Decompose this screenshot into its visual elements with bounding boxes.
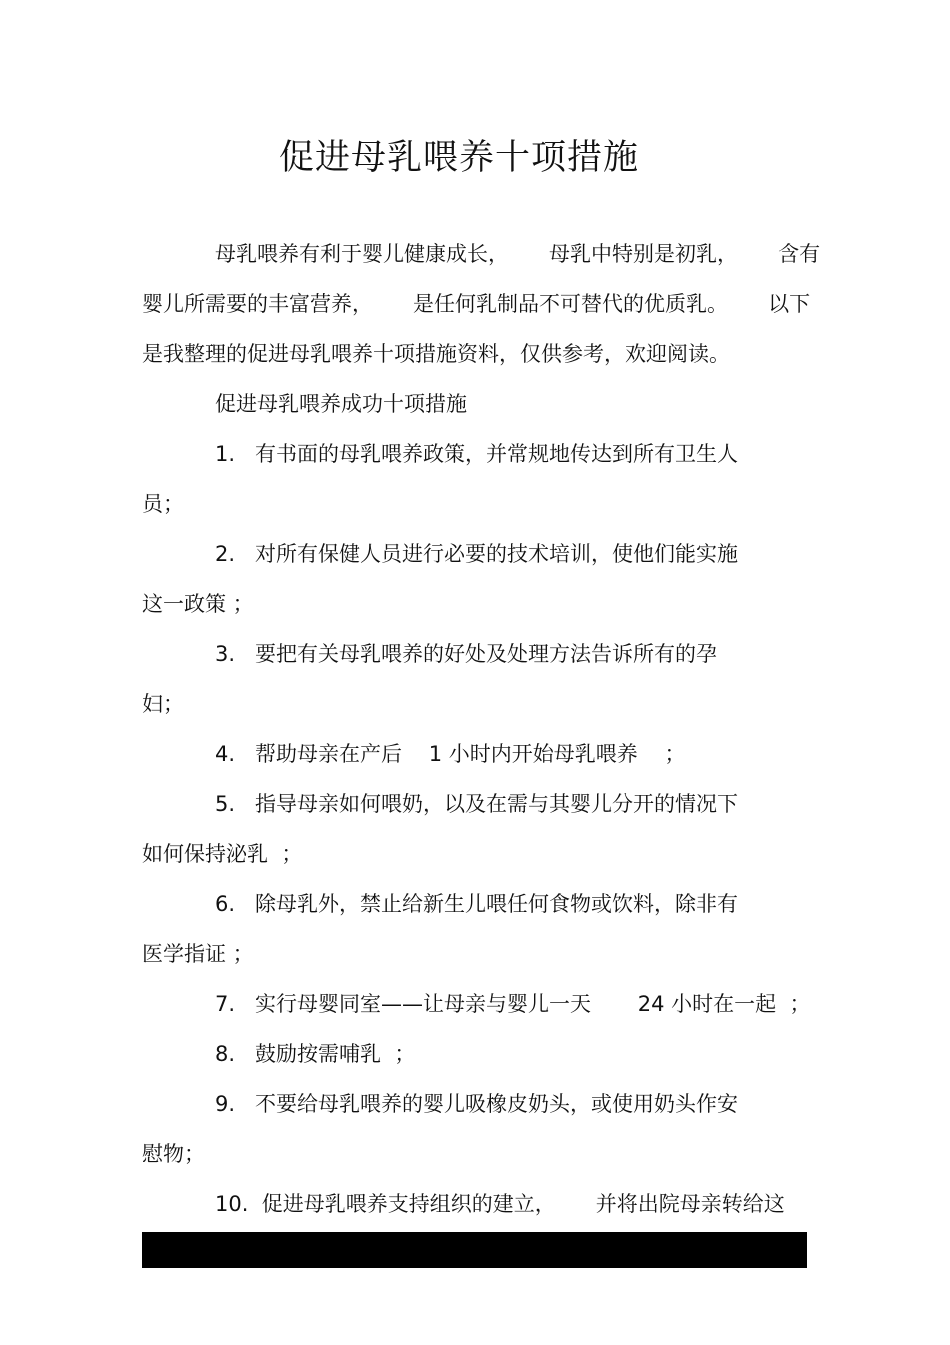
measure-9-line-1: 9. 不要给母乳喂养的婴儿吸橡皮奶头，或使用奶头作安 xyxy=(215,1092,739,1116)
measure-6-line-2: 医学指证 ； xyxy=(142,942,254,966)
measure-3-line-1: 3. 要把有关母乳喂养的好处及处理方法告诉所有的孕 xyxy=(215,642,718,666)
measure-1-line-1: 1. 有书面的母乳喂养政策，并常规地传达到所有卫生人 xyxy=(215,442,739,466)
measure-8-line-1: 8. 鼓励按需哺乳 ； xyxy=(215,1042,416,1066)
footer-redaction-bar xyxy=(142,1232,807,1268)
document-title: 促进母乳喂养十项措施 xyxy=(278,138,639,178)
measure-3-line-2: 妇； xyxy=(142,692,184,716)
measure-6-line-1: 6. 除母乳外，禁止给新生儿喂任何食物或饮料，除非有 xyxy=(215,892,739,916)
measure-2-line-1: 2. 对所有保健人员进行必要的技术培训，使他们能实施 xyxy=(215,542,739,566)
intro-line-1: 母乳喂养有利于婴儿健康成长， 母乳中特别是初乳， 含有 xyxy=(215,242,821,266)
measure-10-line-1: 10. 促进母乳喂养支持组织的建立， 并将出院母亲转给这 xyxy=(215,1192,785,1216)
measure-5-line-1: 5. 指导母亲如何喂奶，以及在需与其婴儿分开的情况下 xyxy=(215,792,739,816)
measure-4-line-1: 4. 帮助母亲在产后 1 小时内开始母乳喂养 ； xyxy=(215,742,686,766)
section-heading: 促进母乳喂养成功十项措施 xyxy=(215,392,467,416)
measure-1-line-2: 员； xyxy=(142,492,184,516)
measure-5-line-2: 如何保持泌乳 ； xyxy=(142,842,303,866)
measure-2-line-2: 这一政策 ； xyxy=(142,592,254,616)
measure-9-line-2: 慰物； xyxy=(142,1142,205,1166)
measure-7-line-1: 7. 实行母婴同室——让母亲与婴儿一天 24 小时在一起 ； xyxy=(215,992,811,1016)
intro-line-3: 是我整理的促进母乳喂养十项措施资料，仅供参考，欢迎阅读。 xyxy=(142,342,730,366)
intro-line-2: 婴儿所需要的丰富营养， 是任何乳制品不可替代的优质乳。 以下 xyxy=(142,292,811,316)
